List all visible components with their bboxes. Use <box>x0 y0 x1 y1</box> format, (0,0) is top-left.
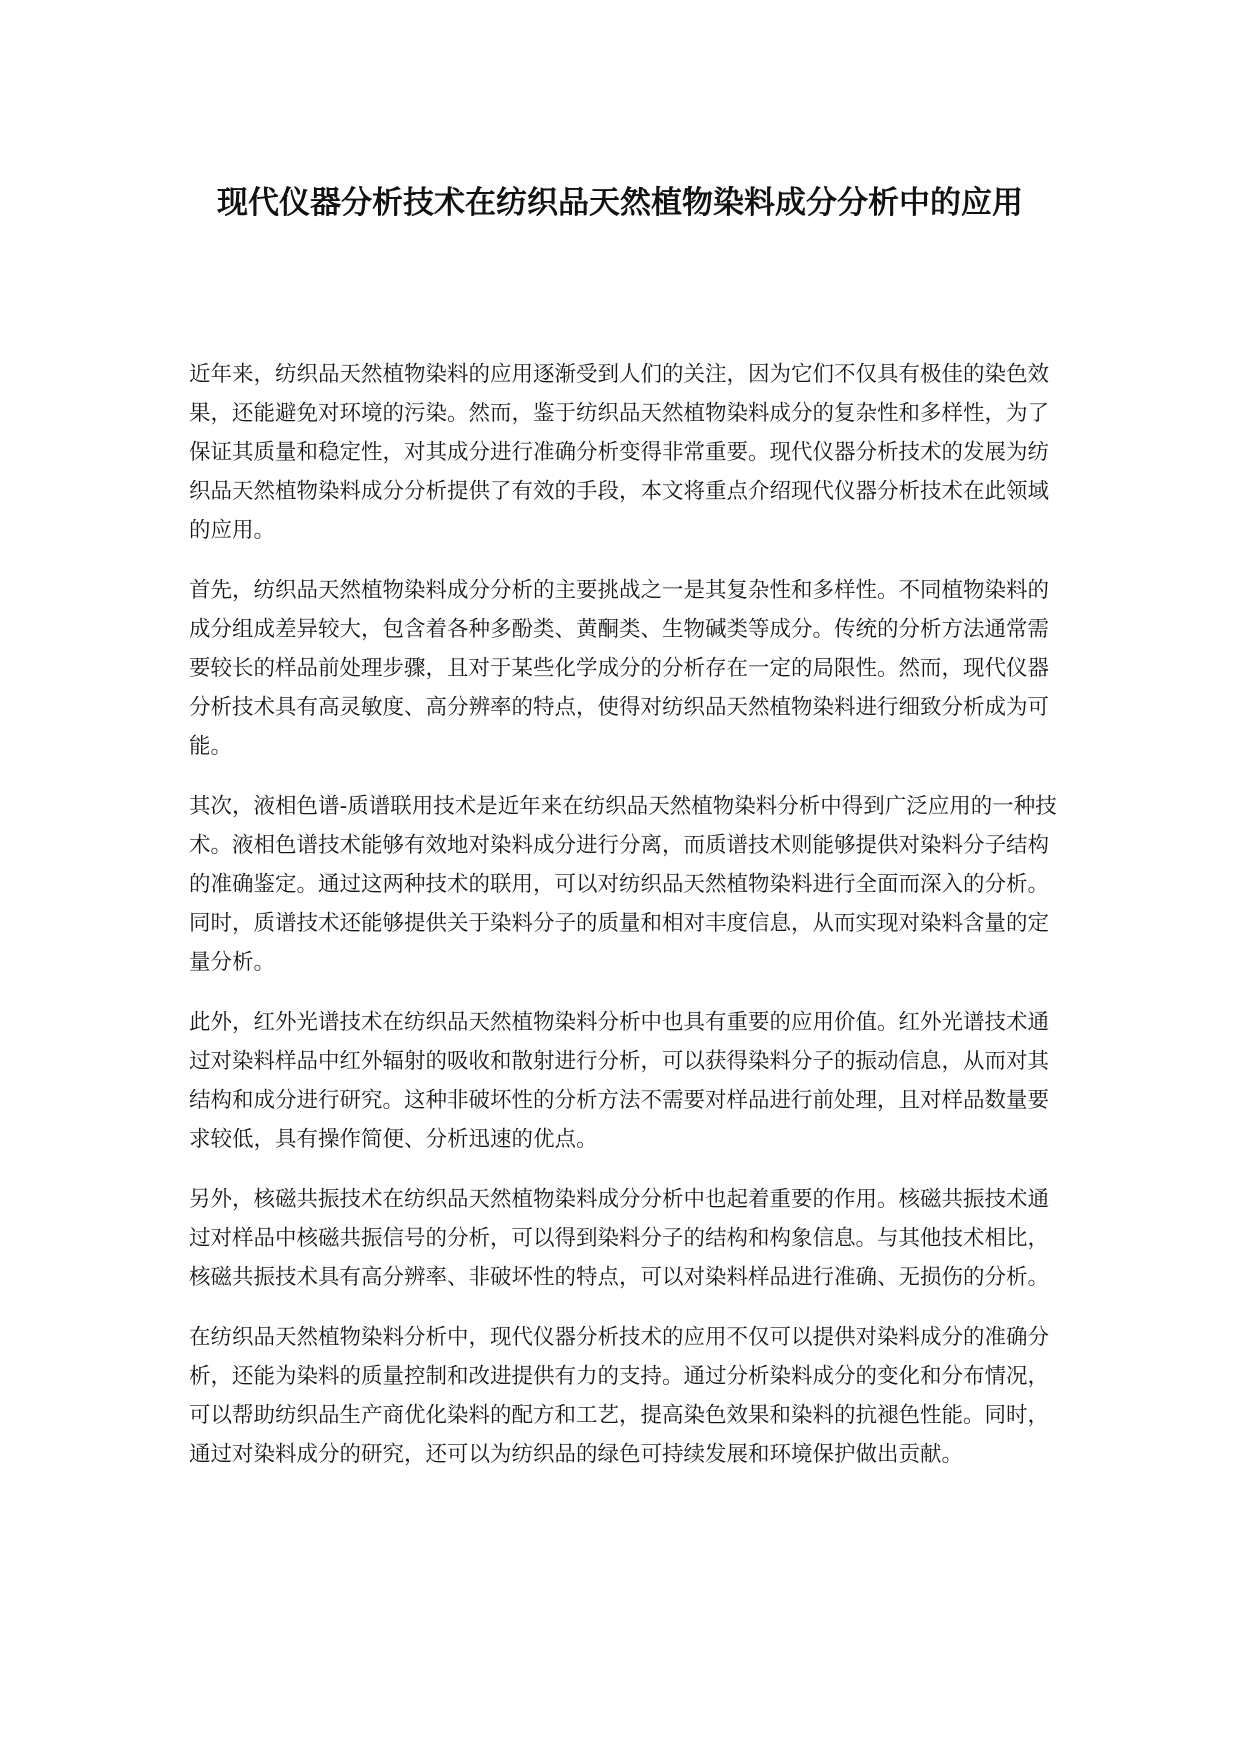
paragraph-6: 在纺织品天然植物染料分析中，现代仪器分析技术的应用不仅可以提供对染料成分的准确分析，还能为染料的质量控制和改进提供有力的支持。通过分析染料成分的变化和分布情况，可以帮助纺织品生产商优化染料的配方和工艺，提高染色效果和染料的抗褪色性能。同时，通过对染料成分的研究，还可以为纺织品的绿色可持续发展和环境保护做出贡献。 <box>189 1325 1050 1467</box>
paragraph-4: 此外，红外光谱技术在纺织品天然植物染料分析中也具有重要的应用价值。红外光谱技术通过对染料样品中红外辐射的吸收和散射进行分析，可以获得染料分子的振动信息，从而对其结构和成分进行研究。这种非破坏性的分析方法不需要对样品进行前处理，且对样品数量要求较低，具有操作简便、分析迅速的优点。 <box>189 1010 1050 1152</box>
document-body <box>189 355 1069 1495</box>
paragraph-5: 另外，核磁共振技术在纺织品天然植物染料成分分析中也起着重要的作用。核磁共振技术通过对样品中核磁共振信号的分析，可以得到染料分子的结构和构象信息。与其他技术相比，核磁共振技术具有高分辨率、非破坏性的特点，可以对染料样品进行准确、无损伤的分析。 <box>189 1187 1050 1290</box>
paragraph-3: 其次，液相色谱-质谱联用技术是近年来在纺织品天然植物染料分析中得到广泛应用的一种技术。液相色谱技术能够有效地对染料成分进行分离，而质谱技术则能够提供对染料分子结构的准确鉴定。通过这两种技术的联用，可以对纺织品天然植物染料进行全面而深入的分析。同时，质谱技术还能够提供关于染料分子的质量和相对丰度信息，从而实现对染料含量的定量分析。 <box>189 794 1057 975</box>
paragraph-2: 首先，纺织品天然植物染料成分分析的主要挑战之一是其复杂性和多样性。不同植物染料的成分组成差异较大，包含着各种多酚类、黄酮类、生物碱类等成分。传统的分析方法通常需要较长的样品前处理步骤，且对于某些化学成分的分析存在一定的局限性。然而，现代仪器分析技术具有高灵敏度、高分辨率的特点，使得对纺织品天然植物染料进行细致分析成为可能。 <box>189 578 1050 759</box>
document-title: 现代仪器分析技术在纺织品天然植物染料成分分析中的应用 <box>217 185 1023 221</box>
paragraph-1: 近年来，纺织品天然植物染料的应用逐渐受到人们的关注，因为它们不仅具有极佳的染色效果，还能避免对环境的污染。然而，鉴于纺织品天然植物染料成分的复杂性和多样性，为了保证其质量和稳定性，对其成分进行准确分析变得非常重要。现代仪器分析技术的发展为纺织品天然植物染料成分分析提供了有效的手段，本文将重点介绍现代仪器分析技术在此领域的应用。 <box>189 362 1050 543</box>
